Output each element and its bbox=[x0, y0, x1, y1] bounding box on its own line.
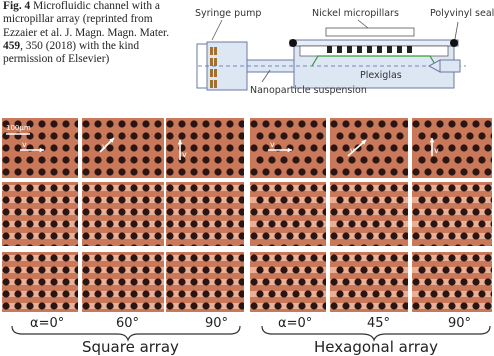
angle-square-90: 90° bbox=[205, 316, 229, 331]
syringe-pump-label: Syringe pump bbox=[195, 8, 262, 19]
velocity-label: v bbox=[350, 146, 355, 155]
angle-square-60: 60° bbox=[116, 316, 140, 331]
velocity-label: v bbox=[102, 142, 107, 151]
square-array-label: Square array bbox=[82, 338, 179, 356]
velocity-label: v bbox=[270, 140, 275, 149]
caption-text-b: , 350 (2018) with the kind permission of Elsevier) bbox=[3, 39, 140, 66]
velocity-label: v bbox=[434, 146, 439, 155]
velocity-label: v bbox=[22, 140, 27, 149]
plexiglas-label: Plexiglas bbox=[360, 70, 402, 81]
caption-volume: 459 bbox=[3, 39, 21, 52]
nickel-micropillars-label: Nickel micropillars bbox=[312, 8, 399, 19]
angle-hex-45: 45° bbox=[367, 316, 391, 331]
angle-hex-0: α=0° bbox=[278, 316, 313, 331]
angle-square-0: α=0° bbox=[30, 316, 65, 331]
hexagonal-array-label: Hexagonal array bbox=[314, 338, 438, 356]
angle-hex-90: 90° bbox=[448, 316, 472, 331]
velocity-label: v bbox=[182, 150, 187, 159]
nanoparticle-suspension-label: Nanoparticle suspension bbox=[250, 85, 367, 96]
caption-text-a: Microfluidic channel with a micropillar array (reprinted from Ezzaier et al. J. Magn. Magn. Mater. bbox=[3, 0, 170, 39]
scale-bar-label: 100μm bbox=[6, 124, 31, 132]
figure-label: Fig. 4 bbox=[3, 0, 31, 12]
polyvinyl-seal-label: Polyvinyl seal bbox=[430, 8, 494, 19]
